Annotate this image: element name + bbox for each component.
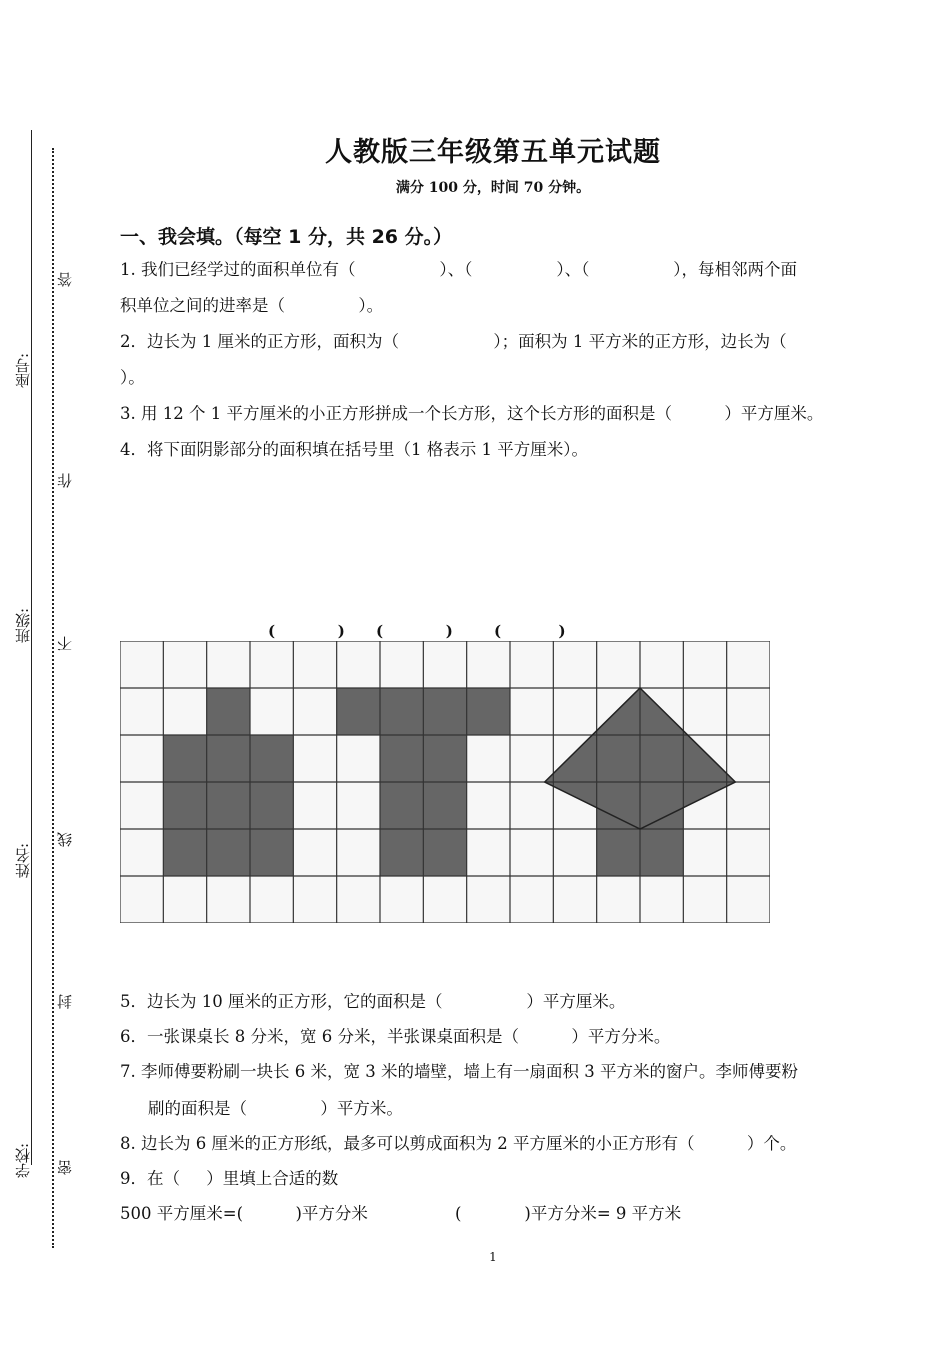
- shape-1-cell: [207, 735, 250, 782]
- shape-2-cell: [423, 829, 466, 876]
- shape-1-cell: [163, 735, 206, 782]
- class-label: 班级:: [14, 607, 32, 643]
- shape-1-cell: [207, 829, 250, 876]
- shape-2-cell: [423, 735, 466, 782]
- school-label: 学校:: [14, 1142, 32, 1178]
- answer-paren-1: ( ): [268, 622, 345, 640]
- shape-1-cell: [163, 782, 206, 829]
- seal-char: 封: [56, 994, 74, 1009]
- question-8: 8. 边长为 6 厘米的正方形纸，最多可以剪成面积为 2 平方厘米的小正方形有（ ）个。: [120, 1134, 797, 1153]
- shape-3-cell: [640, 829, 683, 876]
- question-9-item-2: ( )平方分米= 9 平方米: [455, 1204, 682, 1223]
- page-title: 人教版三年级第五单元试题: [325, 137, 661, 168]
- question-2-line-2: ）。: [120, 368, 145, 387]
- shape-2-cell: [380, 735, 423, 782]
- seat-number-label: 座号:: [14, 352, 32, 388]
- question-7-line-1: 7. 李师傅要粉刷一块长 6 米，宽 3 米的墙壁，墙上有一扇面积 3 平方米的窗户。李师傅要粉: [120, 1062, 798, 1081]
- shape-2-cell: [380, 688, 423, 735]
- question-9: 9．在（ ）里填上合适的数: [120, 1169, 339, 1188]
- seal-char: 线: [56, 832, 74, 847]
- question-1-line-1: 1. 我们已经学过的面积单位有（ ）、（ ）、（ ），每相邻两个面: [120, 260, 797, 279]
- shape-1-cell: [207, 688, 250, 735]
- question-7-line-2: 刷的面积是（ ）平方米。: [148, 1099, 403, 1118]
- shape-2-cell: [423, 782, 466, 829]
- binding-dotted-rule: [52, 148, 54, 1248]
- shape-2-cell: [337, 688, 380, 735]
- shape-1-cell: [250, 735, 293, 782]
- grid-svg: [120, 641, 770, 923]
- shape-3-cell: [597, 735, 640, 782]
- shape-3-cell: [640, 735, 683, 782]
- section-heading: 一、我会填。（每空 1 分，共 26 分。）: [120, 226, 453, 248]
- question-4: 4．将下面阴影部分的面积填在括号里（1 格表示 1 平方厘米）。: [120, 440, 588, 459]
- seal-char: 不: [56, 636, 74, 651]
- question-6: 6．一张课桌长 8 分米，宽 6 分米，半张课桌面积是（ ）平方分米。: [120, 1027, 671, 1046]
- page-subtitle: 满分 100 分，时间 70 分钟。: [395, 180, 591, 196]
- shape-1-cell: [163, 829, 206, 876]
- page-number: 1: [489, 1250, 497, 1264]
- answer-paren-3: ( ): [494, 622, 566, 640]
- question-5: 5．边长为 10 厘米的正方形，它的面积是（ ）平方厘米。: [120, 992, 626, 1011]
- shape-2-cell: [467, 688, 510, 735]
- question-9-item-1: 500 平方厘米=( )平方分米: [120, 1204, 368, 1223]
- shape-2-cell: [380, 782, 423, 829]
- question-3: 3. 用 12 个 1 平方厘米的小正方形拼成一个长方形，这个长方形的面积是（ ）平方厘米。: [120, 404, 824, 423]
- shape-1-cell: [250, 829, 293, 876]
- question-2-line-1: 2．边长为 1 厘米的正方形，面积为（ ）；面积为 1 平方米的正方形，边长为（: [120, 332, 787, 351]
- shape-1-cell: [207, 782, 250, 829]
- shape-3-cell: [597, 829, 640, 876]
- seal-char: 答: [56, 272, 74, 287]
- question-1-line-2: 积单位之间的进率是（ ）。: [120, 296, 384, 315]
- name-label: 姓名:: [14, 842, 32, 878]
- seal-char: 密: [56, 1160, 74, 1175]
- shape-1-cell: [250, 782, 293, 829]
- shape-2-cell: [423, 688, 466, 735]
- seal-char: 作: [56, 473, 74, 488]
- grid-figure: [120, 641, 770, 923]
- shape-3-cell: [640, 782, 683, 829]
- shape-2-cell: [380, 829, 423, 876]
- shape-3-cell: [597, 782, 640, 829]
- answer-paren-2: ( ): [376, 622, 453, 640]
